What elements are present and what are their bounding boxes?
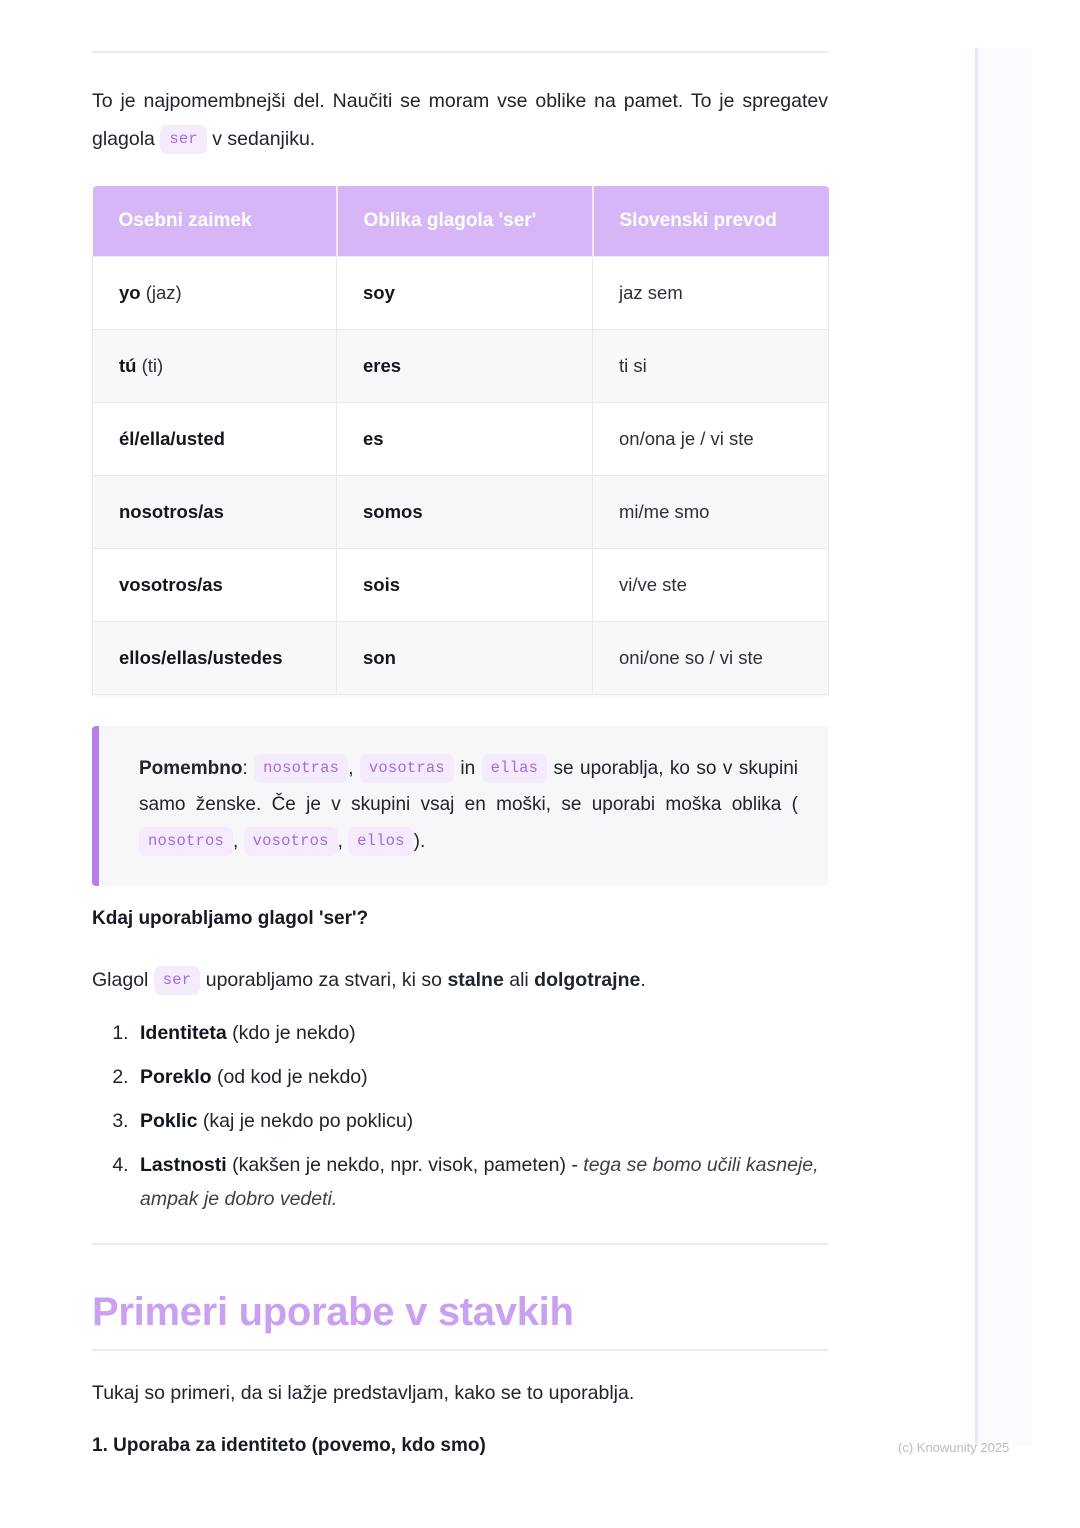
list-item	[134, 1148, 854, 1216]
inline-code-nosotros: nosotros	[139, 827, 233, 856]
callout-comma-1: ,	[348, 758, 354, 779]
use-italic-note: tega se bomo učili kasneje, ampak je dobro vedeti.	[140, 1154, 819, 1210]
pronoun-strong: él/ella/usted	[119, 428, 225, 449]
example-heading: 1. Uporaba za identiteto (povemo, kdo smo)	[92, 1435, 486, 1456]
table-row	[93, 330, 829, 403]
cell-verbform	[337, 330, 593, 403]
column-header-pronoun: Osebni zaimek	[93, 186, 337, 257]
section-divider	[92, 1243, 828, 1245]
use-title: Poreklo	[140, 1066, 212, 1088]
pronoun-strong: vosotros/as	[119, 574, 223, 595]
usage-part2: uporabljamo za stvari, ki so	[205, 969, 443, 991]
inline-code-vosotros: vosotros	[244, 827, 338, 856]
table-row	[93, 257, 829, 330]
section-heading: Primeri uporabe v stavkih	[92, 1290, 574, 1334]
intro-paragraph	[92, 82, 828, 158]
pronoun-gloss: (jaz)	[145, 282, 182, 303]
use-title: Lastnosti	[140, 1154, 227, 1176]
cell-pronoun	[93, 257, 337, 330]
table-header-row	[93, 186, 829, 257]
important-callout	[92, 726, 828, 886]
cell-translation: jaz sem	[593, 257, 829, 330]
use-detail: (od kod je nekdo)	[216, 1066, 368, 1088]
cell-pronoun	[93, 549, 337, 622]
inline-code-ellas: ellas	[482, 754, 548, 783]
cell-pronoun	[93, 476, 337, 549]
usage-part3: ali	[509, 969, 529, 991]
cell-translation: oni/one so / vi ste	[593, 622, 829, 695]
use-detail: (kakšen je nekdo, npr. visok, pameten) -	[232, 1154, 578, 1176]
inline-code-nosotras: nosotras	[254, 754, 348, 783]
use-title: Poklic	[140, 1110, 198, 1132]
section-intro-paragraph: Tukaj so primeri, da si lažje predstavljam, kako se to uporablja.	[92, 1382, 635, 1404]
usage-subheading: Kdaj uporabljamo glagol 'ser'?	[92, 908, 369, 929]
pronoun-strong: ellos/ellas/ustedes	[119, 647, 283, 668]
inline-code-ser-2: ser	[154, 966, 201, 995]
cell-verbform	[337, 622, 593, 695]
cell-translation: ti si	[593, 330, 829, 403]
cell-translation: mi/me smo	[593, 476, 829, 549]
verb-form: sois	[363, 574, 401, 595]
callout-conjunction: in	[460, 758, 476, 779]
use-detail: (kaj je nekdo po poklicu)	[202, 1110, 414, 1132]
table-row	[93, 549, 829, 622]
column-header-translation: Slovenski prevod	[593, 186, 829, 257]
callout-mid-text: se uporablja, ko so v skupini samo ženske. Če je v skupini vsaj en moški, se uporabi moška oblika (	[139, 758, 799, 815]
cell-translation: vi/ve ste	[593, 549, 829, 622]
table-row	[93, 403, 829, 476]
right-margin-band-edge	[975, 48, 978, 1446]
right-margin-band	[975, 48, 1032, 1446]
intro-text-part2: v sedanjiku.	[212, 128, 316, 150]
copyright-watermark: (c) Knowunity 2025	[898, 1440, 1010, 1455]
column-header-verbform: Oblika glagola 'ser'	[337, 186, 593, 257]
cell-verbform	[337, 476, 593, 549]
verb-form: soy	[363, 282, 395, 303]
inline-code-ellos: ellos	[348, 827, 414, 856]
list-item	[134, 1104, 854, 1138]
pronoun-strong: yo	[119, 282, 141, 303]
cell-verbform	[337, 549, 593, 622]
table-row	[93, 476, 829, 549]
callout-colon: :	[242, 758, 248, 779]
cell-pronoun	[93, 330, 337, 403]
cell-verbform	[337, 257, 593, 330]
pronoun-strong: nosotros/as	[119, 501, 224, 522]
usage-sentence	[92, 962, 828, 998]
list-item	[134, 1016, 854, 1050]
usage-bold-dolgotrajne: dolgotrajne	[534, 969, 641, 991]
top-divider	[92, 51, 828, 53]
section-heading-underline	[92, 1349, 828, 1351]
cell-verbform	[337, 403, 593, 476]
conjugation-table	[92, 186, 829, 695]
table-row	[93, 622, 829, 695]
usage-bold-stalne: stalne	[447, 969, 504, 991]
verb-form: somos	[363, 501, 423, 522]
list-item	[134, 1060, 854, 1094]
callout-comma-3: ,	[337, 831, 343, 852]
usage-period: .	[640, 969, 646, 991]
cell-pronoun	[93, 622, 337, 695]
callout-tail: ).	[413, 831, 426, 852]
callout-label: Pomembno	[139, 758, 243, 779]
verb-form: eres	[363, 355, 402, 376]
use-detail: (kdo je nekdo)	[232, 1022, 356, 1044]
use-title: Identiteta	[140, 1022, 227, 1044]
cell-pronoun	[93, 403, 337, 476]
usage-part1: Glagol	[92, 969, 149, 991]
inline-code-vosotras: vosotras	[360, 754, 454, 783]
callout-comma-2: ,	[233, 831, 239, 852]
verb-form: son	[363, 647, 396, 668]
conjugation-table-wrapper	[92, 186, 828, 695]
pronoun-gloss: (ti)	[141, 355, 164, 376]
uses-list	[92, 1016, 854, 1226]
cell-translation: on/ona je / vi ste	[593, 403, 829, 476]
inline-code-ser: ser	[160, 125, 207, 154]
pronoun-strong: tú	[119, 355, 137, 376]
intro-text-part1: To je najpomembnejši del. Naučiti se moram vse oblike na pamet. To je spregatev glagola	[92, 90, 828, 150]
verb-form: es	[363, 428, 384, 449]
